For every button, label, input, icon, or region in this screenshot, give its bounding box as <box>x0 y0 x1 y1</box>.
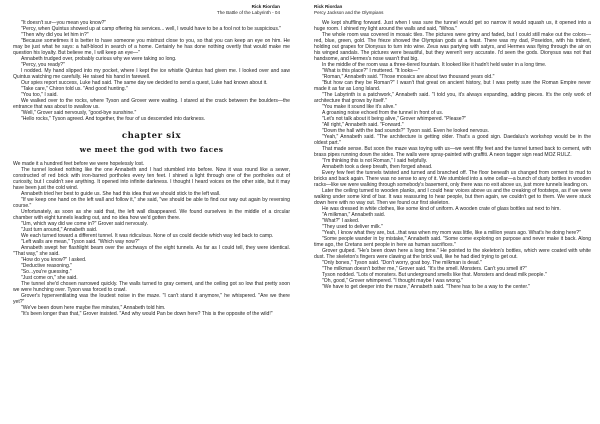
paragraph: "Only bones," Tyson said. "Don't worry, goat boy. The milkman is dead." <box>322 260 482 266</box>
paragraph: The whole room was covered in mosaic tiles. The pictures were grimy and faded, but I could still make out the colors—red, blue, green, gold. The frieze showed the Olympian gods at a feast. There was my dad, Poseidon, with his trident, holding out grapes for Dionysus to turn into wine. Zeus was partying with satyrs, and Hermes was flying through the air on his winged sandals. The pictures were beautiful, but they weren't very accurate. I'd seen the gods. Dionysus was not that handsome, and Hermes's nose wasn't that big. <box>314 32 591 62</box>
right-paragraphs <box>314 20 591 290</box>
paragraph: Annabeth trudged over, probably curious why we were taking so long. <box>21 56 177 62</box>
paragraph: "You too," I said. <box>21 92 58 98</box>
paragraph: "Then why did you let him in?" <box>21 32 89 38</box>
paragraph: Our spies report success, Luke had said. The same day we decided to send a quest, Luke had known about it. <box>21 80 268 86</box>
right-page <box>300 0 600 424</box>
paragraph: "Some people wander in by mistake," Annabeth said. "Some come exploring on purpose and never make it back. Along time ago, the Cretans sent people in here as human sacrifices." <box>314 236 591 248</box>
paragraph: "If we keep one hand on the left wall and follow it," she said, "we should be able to find our way out again by reversing course." <box>13 197 290 209</box>
paragraph: The tunnel looked nothing like the one Annabeth and I had stumbled into before. Now it was round like a sewer, constructed of red brick with iron-barred portholes every ten feet. I shined a light through one of the portholes out of curiosity, but I couldn't see anything. It opened into infinite darkness. I thought I heard voices on the other side, but it may have been just the cold wind. <box>13 167 290 191</box>
paragraph: "The Labyrinth is a patchwork," Annabeth said. "I told you, it's always expanding, adding pieces. It's the only work of architecture that grows by itself." <box>314 92 591 104</box>
paragraph: "Percy, you ready?" <box>21 62 65 68</box>
paragraph: We made it a hundred feet before we were hopelessly lost. <box>13 161 145 167</box>
paragraph: "Take care," Chiron told us. "And good hunting." <box>21 86 128 92</box>
paragraph: In the middle of the room was a three-tiered fountain. It looked like it hadn't held water in a long time. <box>322 62 547 68</box>
left-page-header <box>13 4 290 17</box>
header-book-title: Percy Jackson and the Olympians <box>314 9 384 15</box>
paragraph: "I'm thinking this is not Roman," I said helpfully. <box>322 158 428 164</box>
paragraph: That made sense. But soon the maze was toying with us—we went fifty feet and the tunnel turned back to cement, with brass pipes running down the sides. The walls were spray-painted with graffiti. A neon tagger sign read MOZ RULZ. <box>314 146 591 158</box>
paragraph: We each turned toward a different tunnel. It was ridiculous. None of us could decide which way led back to camp. <box>21 233 274 239</box>
chapter-number: chapter six <box>121 131 182 141</box>
chapter-heading <box>13 131 290 156</box>
paragraph: "It doesn't sur—you mean you know?" <box>21 20 107 26</box>
paragraph: "Hello rocks," Tyson agreed. And together, the four of us descended into darkness. <box>21 116 206 122</box>
paragraph: "Deductive reasoning." <box>21 263 72 269</box>
header-author: Rick Riordan <box>251 4 280 9</box>
paragraph: I nodded. My hand slipped into my pocket, where I kept the ice whistle Quintus had given me. I looked over and saw Quintus watching me carefully. He raised his hand in farewell. <box>13 68 290 80</box>
paragraph: He was dressed in white clothes, like some kind of uniform. A wooden crate of glass bottles sat next to him. <box>322 206 561 212</box>
paragraph: Annabeth tried her best to guide us. She had this idea that we should stick to the left wall. <box>21 191 221 197</box>
paragraph: "The milkman doesn't bother me," Grover said. "It's the smell. Monsters. Can't you smell it?" <box>322 266 527 272</box>
paragraph: Unfortunately, as soon as she said that, the left wall disappeared. We found ourselves in the middle of a circular chamber with eight tunnels leading out, and no idea how we'd gotten there. <box>13 209 290 221</box>
right-page-body <box>314 20 591 290</box>
paragraph: "Well," Grover said nervously, "good-bye sunshine." <box>21 110 137 116</box>
paragraph: "They used to deliver milk." <box>322 224 383 230</box>
paragraph: "You make it sound like it's alive." <box>322 104 397 110</box>
paragraph: "Yeah," Annabeth said. "The architecture is getting older. That's a good sign. Daedalus's workshop would be in the oldest part." <box>314 134 591 146</box>
left-paragraphs-before <box>13 20 290 122</box>
chapter-title: we meet the god with two faces <box>79 145 224 154</box>
paragraph: "Because sometimes it is better to have someone you mistrust close to you, so that you can keep an eye on him. He may be just what he says: a half-blood in search of a home. Certainly he has done nothing overtly that would make me question his loyalty. But believe me, I will keep an eye—" <box>13 38 290 56</box>
header-book-title: The Battle of the Labyrinth - 04 <box>216 9 280 15</box>
paragraph: "What?" I asked. <box>322 218 360 224</box>
paragraph: "Oh, good," Grover whimpered. "I thought maybe I was wrong." <box>322 278 463 284</box>
paragraph: "It's been longer than that," Grover insisted. "And why would Pan be down here? This is the opposite of the wild!" <box>21 311 273 317</box>
right-page-header <box>314 4 591 17</box>
paragraph: "Just turn around," Annabeth said. <box>21 227 98 233</box>
paragraph: Later the ceiling turned to wooden planks, and I could hear voices above us and the creaking of footsteps, as if we were walking under some kind of bar. It was reassuring to hear people, but then again, we couldn't get to them. We were stuck down here with no way out. Then we found our first skeleton. <box>314 188 591 206</box>
paragraph: "Left walls are mean," Tyson said. "Which way now?" <box>21 239 140 245</box>
paragraph: "Percy, when Quintus showed up at camp offering his services... well, I would have to be a fool not to be suspicious." <box>21 26 282 32</box>
paragraph: A groaning noise echoed from the tunnel in front of us. <box>322 110 444 116</box>
paragraph: The tunnel she'd chosen narrowed quickly. The walls turned to gray cement, and the ceiling got so low that pretty soon we were hunching over. Tyson was forced to crawl. <box>13 281 290 293</box>
paragraph: "But how can they be Roman?" I wasn't that great on ancient history, but I was pretty sure the Roman Empire never made it as far as Long Island. <box>314 80 591 92</box>
paragraph: "We've been down here maybe five minutes," Annabeth told him. <box>21 305 166 311</box>
paragraph: Grover gulped. "He's been down here a long time." He pointed to the skeleton's bottles, which were coated with white dust. The skeleton's fingers were clawing at the brick wall, like he had died trying to get out. <box>314 248 591 260</box>
paragraph: We walked over to the rocks, where Tyson and Grover were waiting. I stared at the crack between the boulders—the entrance that was about to swallow us. <box>13 98 290 110</box>
paragraph: Every few feet the tunnels twisted and turned and branched off. The floor beneath us changed from cement to mud to bricks and back again. There was no sense to any of it. We stumbled into a wine cellar—a bunch of dusty bottles in wooden racks—like we were walking through somebody's basement, only there was no exit above us, just more tunnels leading on. <box>314 170 591 188</box>
paragraph: "All right," Annabeth said. "Forward." <box>322 122 404 128</box>
left-page-body <box>13 20 290 317</box>
paragraph: "A milkman," Annabeth said. <box>322 212 386 218</box>
paragraph: "What is this place?" I muttered. "It looks—" <box>322 68 420 74</box>
paragraph: "Roman," Annabeth said. "Those mosaics are about two thousand years old." <box>322 74 495 80</box>
paragraph: "Um, which way did we come in?" Grover said nervously. <box>21 221 148 227</box>
paragraph: "We have to get deeper into the maze," Annabeth said. "There has to be a way to the center." <box>322 284 530 290</box>
paragraph: "Let's not talk about it being alive," Grover whimpered. "Please?" <box>322 116 467 122</box>
paragraph: "So...you're guessing." <box>21 269 72 275</box>
paragraph: Annabeth swept her flashlight beam over the archways of the eight tunnels. As far as I could tell, they were identical. "That way," she said. <box>13 245 290 257</box>
paragraph: Grover's hyperventilating was the loudest noise in the maze. "I can't stand it anymore," he whispered. "Are we there yet?" <box>13 293 290 305</box>
paragraph: We kept shuffling forward. Just when I was sure the tunnel would get so narrow it would squash us, it opened into a huge room. I shined my light around the walls and said, "Whoa." <box>314 20 591 32</box>
paragraph: "Yeah, I know what they are, but...that was when my mom was little, like a million years ago. What's he doing here?" <box>322 230 581 236</box>
header-author: Rick Riordan <box>314 4 343 9</box>
paragraph: Annabeth took a deep breath, then forged ahead. <box>322 164 433 170</box>
paragraph: "Just come on," she said. <box>21 275 78 281</box>
left-paragraphs-after <box>13 161 290 317</box>
paragraph: Tyson nodded. "Lots of monsters. But underground smells like that. Monsters and dead milk people." <box>322 272 547 278</box>
paragraph: "Down the hall with the bad sounds?" Tyson said. Even he looked nervous. <box>322 128 490 134</box>
paragraph: "How do you know?" I asked. <box>21 257 87 263</box>
